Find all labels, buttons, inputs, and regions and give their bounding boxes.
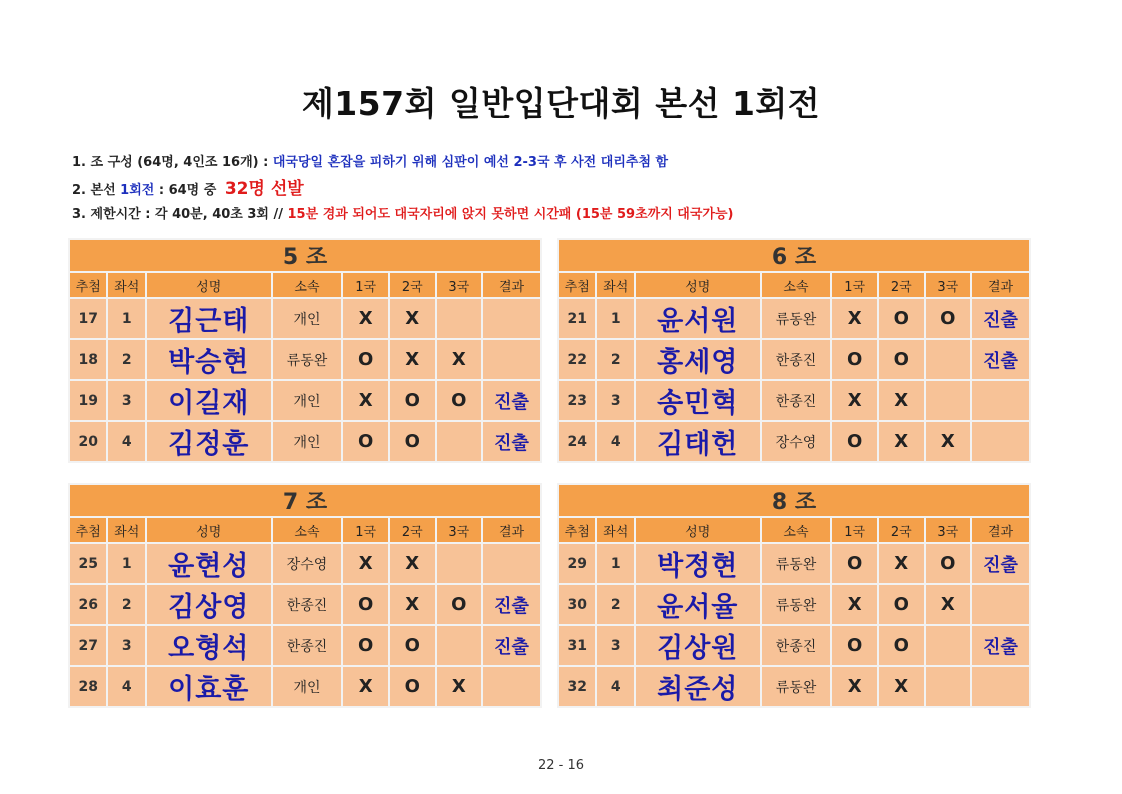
- game-3-result: O: [437, 585, 482, 624]
- col-name: 성명: [147, 273, 271, 297]
- game-2-result: O: [879, 340, 924, 379]
- game-2-result: O: [390, 422, 435, 461]
- final-result: 진출: [972, 340, 1029, 379]
- col-name: 성명: [636, 273, 760, 297]
- col-result: 결과: [972, 273, 1029, 297]
- notes: [72, 150, 733, 228]
- draw-number: 31: [559, 626, 595, 665]
- final-result: 진출: [483, 585, 540, 624]
- note-2-round: 1회전: [120, 183, 155, 198]
- game-1-result: X: [832, 381, 877, 420]
- note-2-prefix: 2. 본선: [72, 183, 121, 198]
- game-3-result: [926, 381, 971, 420]
- game-2-result: X: [390, 585, 435, 624]
- game-1-result: O: [832, 422, 877, 461]
- table-row: [559, 340, 1029, 379]
- affiliation: 장수영: [762, 422, 831, 461]
- final-result: [483, 299, 540, 338]
- affiliation: 개인: [273, 422, 342, 461]
- affiliation: 장수영: [273, 544, 342, 583]
- game-2-result: O: [879, 585, 924, 624]
- group-title: 6 조: [559, 240, 1029, 271]
- col-game-1: 1국: [343, 518, 388, 542]
- game-3-result: [926, 340, 971, 379]
- col-game-2: 2국: [879, 273, 924, 297]
- game-3-result: [437, 299, 482, 338]
- note-line-1: [72, 150, 733, 176]
- seat-number: 3: [597, 626, 633, 665]
- game-2-result: O: [879, 299, 924, 338]
- affiliation: 류동완: [762, 544, 831, 583]
- seat-number: 4: [597, 422, 633, 461]
- game-3-result: X: [437, 667, 482, 706]
- note-line-3: [72, 202, 733, 228]
- game-1-result: O: [343, 585, 388, 624]
- seat-number: 1: [108, 299, 144, 338]
- player-name: 김태헌: [636, 422, 760, 461]
- affiliation: 한종진: [273, 626, 342, 665]
- game-1-result: X: [832, 299, 877, 338]
- col-draw: 추첨: [70, 518, 106, 542]
- game-2-result: O: [390, 626, 435, 665]
- col-affiliation: 소속: [273, 518, 342, 542]
- group-title: 8 조: [559, 485, 1029, 516]
- seat-number: 4: [108, 422, 144, 461]
- draw-number: 26: [70, 585, 106, 624]
- final-result: [483, 340, 540, 379]
- final-result: 진출: [972, 299, 1029, 338]
- seat-number: 1: [597, 544, 633, 583]
- col-game-1: 1국: [343, 273, 388, 297]
- player-name: 최준성: [636, 667, 760, 706]
- group-5-table: [68, 238, 542, 463]
- game-1-result: X: [343, 299, 388, 338]
- game-2-result: X: [879, 544, 924, 583]
- affiliation: 개인: [273, 667, 342, 706]
- game-3-result: [926, 626, 971, 665]
- note-2-mid: : 64명 중: [154, 183, 221, 198]
- table-row: [70, 422, 540, 461]
- draw-number: 19: [70, 381, 106, 420]
- affiliation: 류동완: [762, 299, 831, 338]
- note-3-prefix: 3. 제한시간 : 각 40분, 40초 3회 //: [72, 207, 288, 222]
- game-1-result: O: [832, 340, 877, 379]
- player-name: 윤서율: [636, 585, 760, 624]
- game-1-result: O: [343, 422, 388, 461]
- note-1-highlight: 대국당일 혼잡을 피하기 위해 심판이 예선 2-3국 후 사전 대리추첨 함: [272, 155, 669, 170]
- col-seat: 좌석: [108, 273, 144, 297]
- game-1-result: O: [343, 626, 388, 665]
- seat-number: 4: [108, 667, 144, 706]
- table-row: [70, 585, 540, 624]
- draw-number: 32: [559, 667, 595, 706]
- affiliation: 한종진: [273, 585, 342, 624]
- final-result: 진출: [972, 626, 1029, 665]
- player-name: 송민혁: [636, 381, 760, 420]
- final-result: [483, 667, 540, 706]
- note-2-selection: 32명 선발: [224, 179, 304, 199]
- final-result: [972, 667, 1029, 706]
- col-name: 성명: [147, 518, 271, 542]
- game-1-result: X: [832, 667, 877, 706]
- game-2-result: O: [390, 667, 435, 706]
- final-result: 진출: [972, 544, 1029, 583]
- draw-number: 20: [70, 422, 106, 461]
- affiliation: 한종진: [762, 381, 831, 420]
- col-affiliation: 소속: [762, 518, 831, 542]
- col-affiliation: 소속: [273, 273, 342, 297]
- seat-number: 1: [597, 299, 633, 338]
- table-row: [559, 626, 1029, 665]
- col-result: 결과: [483, 273, 540, 297]
- final-result: 진출: [483, 422, 540, 461]
- seat-number: 2: [108, 585, 144, 624]
- seat-number: 2: [597, 585, 633, 624]
- game-3-result: O: [926, 299, 971, 338]
- page-title: 제157회 일반입단대회 본선 1회전: [301, 84, 821, 123]
- game-2-result: X: [390, 299, 435, 338]
- col-affiliation: 소속: [762, 273, 831, 297]
- game-3-result: X: [926, 422, 971, 461]
- note-3-warning: 15분 경과 되어도 대국자리에 앉지 못하면 시간패 (15분 59초까지 대국가능): [287, 207, 734, 222]
- table-row: [559, 381, 1029, 420]
- table-row: [559, 585, 1029, 624]
- final-result: 진출: [483, 626, 540, 665]
- game-1-result: O: [832, 626, 877, 665]
- table-row: [70, 667, 540, 706]
- player-name: 윤서원: [636, 299, 760, 338]
- player-name: 이효훈: [147, 667, 271, 706]
- draw-number: 24: [559, 422, 595, 461]
- col-draw: 추첨: [559, 518, 595, 542]
- draw-number: 22: [559, 340, 595, 379]
- page-number: 22 - 16: [537, 758, 585, 773]
- game-1-result: O: [343, 340, 388, 379]
- col-name: 성명: [636, 518, 760, 542]
- affiliation: 류동완: [762, 585, 831, 624]
- player-name: 김근태: [147, 299, 271, 338]
- game-3-result: [926, 667, 971, 706]
- group-8-table: [557, 483, 1031, 708]
- col-game-2: 2국: [390, 518, 435, 542]
- col-result: 결과: [483, 518, 540, 542]
- group-7-table: [68, 483, 542, 708]
- affiliation: 한종진: [762, 340, 831, 379]
- affiliation: 류동완: [273, 340, 342, 379]
- group-title: 7 조: [70, 485, 540, 516]
- game-3-result: X: [926, 585, 971, 624]
- col-seat: 좌석: [597, 273, 633, 297]
- col-game-3: 3국: [926, 518, 971, 542]
- player-name: 박정현: [636, 544, 760, 583]
- game-1-result: O: [832, 544, 877, 583]
- seat-number: 2: [597, 340, 633, 379]
- table-row: [70, 626, 540, 665]
- game-1-result: X: [343, 667, 388, 706]
- table-row: [559, 544, 1029, 583]
- game-2-result: O: [879, 626, 924, 665]
- game-3-result: O: [926, 544, 971, 583]
- final-result: [972, 381, 1029, 420]
- draw-number: 23: [559, 381, 595, 420]
- game-1-result: X: [832, 585, 877, 624]
- player-name: 윤현성: [147, 544, 271, 583]
- draw-number: 21: [559, 299, 595, 338]
- col-game-2: 2국: [879, 518, 924, 542]
- seat-number: 3: [108, 381, 144, 420]
- game-3-result: O: [437, 381, 482, 420]
- game-2-result: X: [879, 422, 924, 461]
- table-row: [70, 340, 540, 379]
- draw-number: 18: [70, 340, 106, 379]
- game-3-result: [437, 626, 482, 665]
- player-name: 김상영: [147, 585, 271, 624]
- player-name: 이길재: [147, 381, 271, 420]
- seat-number: 1: [108, 544, 144, 583]
- draw-number: 29: [559, 544, 595, 583]
- player-name: 오형석: [147, 626, 271, 665]
- col-seat: 좌석: [597, 518, 633, 542]
- col-result: 결과: [972, 518, 1029, 542]
- game-2-result: X: [390, 544, 435, 583]
- final-result: [483, 544, 540, 583]
- game-3-result: [437, 422, 482, 461]
- player-name: 김정훈: [147, 422, 271, 461]
- draw-number: 28: [70, 667, 106, 706]
- col-game-2: 2국: [390, 273, 435, 297]
- seat-number: 4: [597, 667, 633, 706]
- player-name: 홍세영: [636, 340, 760, 379]
- affiliation: 개인: [273, 381, 342, 420]
- group-6-table: [557, 238, 1031, 463]
- col-game-1: 1국: [832, 273, 877, 297]
- table-row: [70, 381, 540, 420]
- game-1-result: X: [343, 544, 388, 583]
- note-line-2: [72, 176, 733, 202]
- col-draw: 추첨: [70, 273, 106, 297]
- game-2-result: X: [390, 340, 435, 379]
- table-row: [70, 544, 540, 583]
- game-2-result: X: [879, 381, 924, 420]
- col-draw: 추첨: [559, 273, 595, 297]
- col-game-3: 3국: [437, 518, 482, 542]
- draw-number: 30: [559, 585, 595, 624]
- seat-number: 3: [597, 381, 633, 420]
- draw-number: 27: [70, 626, 106, 665]
- affiliation: 류동완: [762, 667, 831, 706]
- note-1-prefix: 1. 조 구성 (64명, 4인조 16개) :: [72, 155, 273, 170]
- affiliation: 한종진: [762, 626, 831, 665]
- final-result: [972, 422, 1029, 461]
- game-3-result: X: [437, 340, 482, 379]
- table-row: [559, 667, 1029, 706]
- col-game-1: 1국: [832, 518, 877, 542]
- draw-number: 17: [70, 299, 106, 338]
- table-row: [70, 299, 540, 338]
- player-name: 김상원: [636, 626, 760, 665]
- final-result: [972, 585, 1029, 624]
- table-row: [559, 422, 1029, 461]
- seat-number: 3: [108, 626, 144, 665]
- game-3-result: [437, 544, 482, 583]
- game-2-result: O: [390, 381, 435, 420]
- table-row: [559, 299, 1029, 338]
- game-2-result: X: [879, 667, 924, 706]
- col-seat: 좌석: [108, 518, 144, 542]
- game-1-result: X: [343, 381, 388, 420]
- seat-number: 2: [108, 340, 144, 379]
- player-name: 박승현: [147, 340, 271, 379]
- final-result: 진출: [483, 381, 540, 420]
- col-game-3: 3국: [926, 273, 971, 297]
- col-game-3: 3국: [437, 273, 482, 297]
- group-title: 5 조: [70, 240, 540, 271]
- draw-number: 25: [70, 544, 106, 583]
- affiliation: 개인: [273, 299, 342, 338]
